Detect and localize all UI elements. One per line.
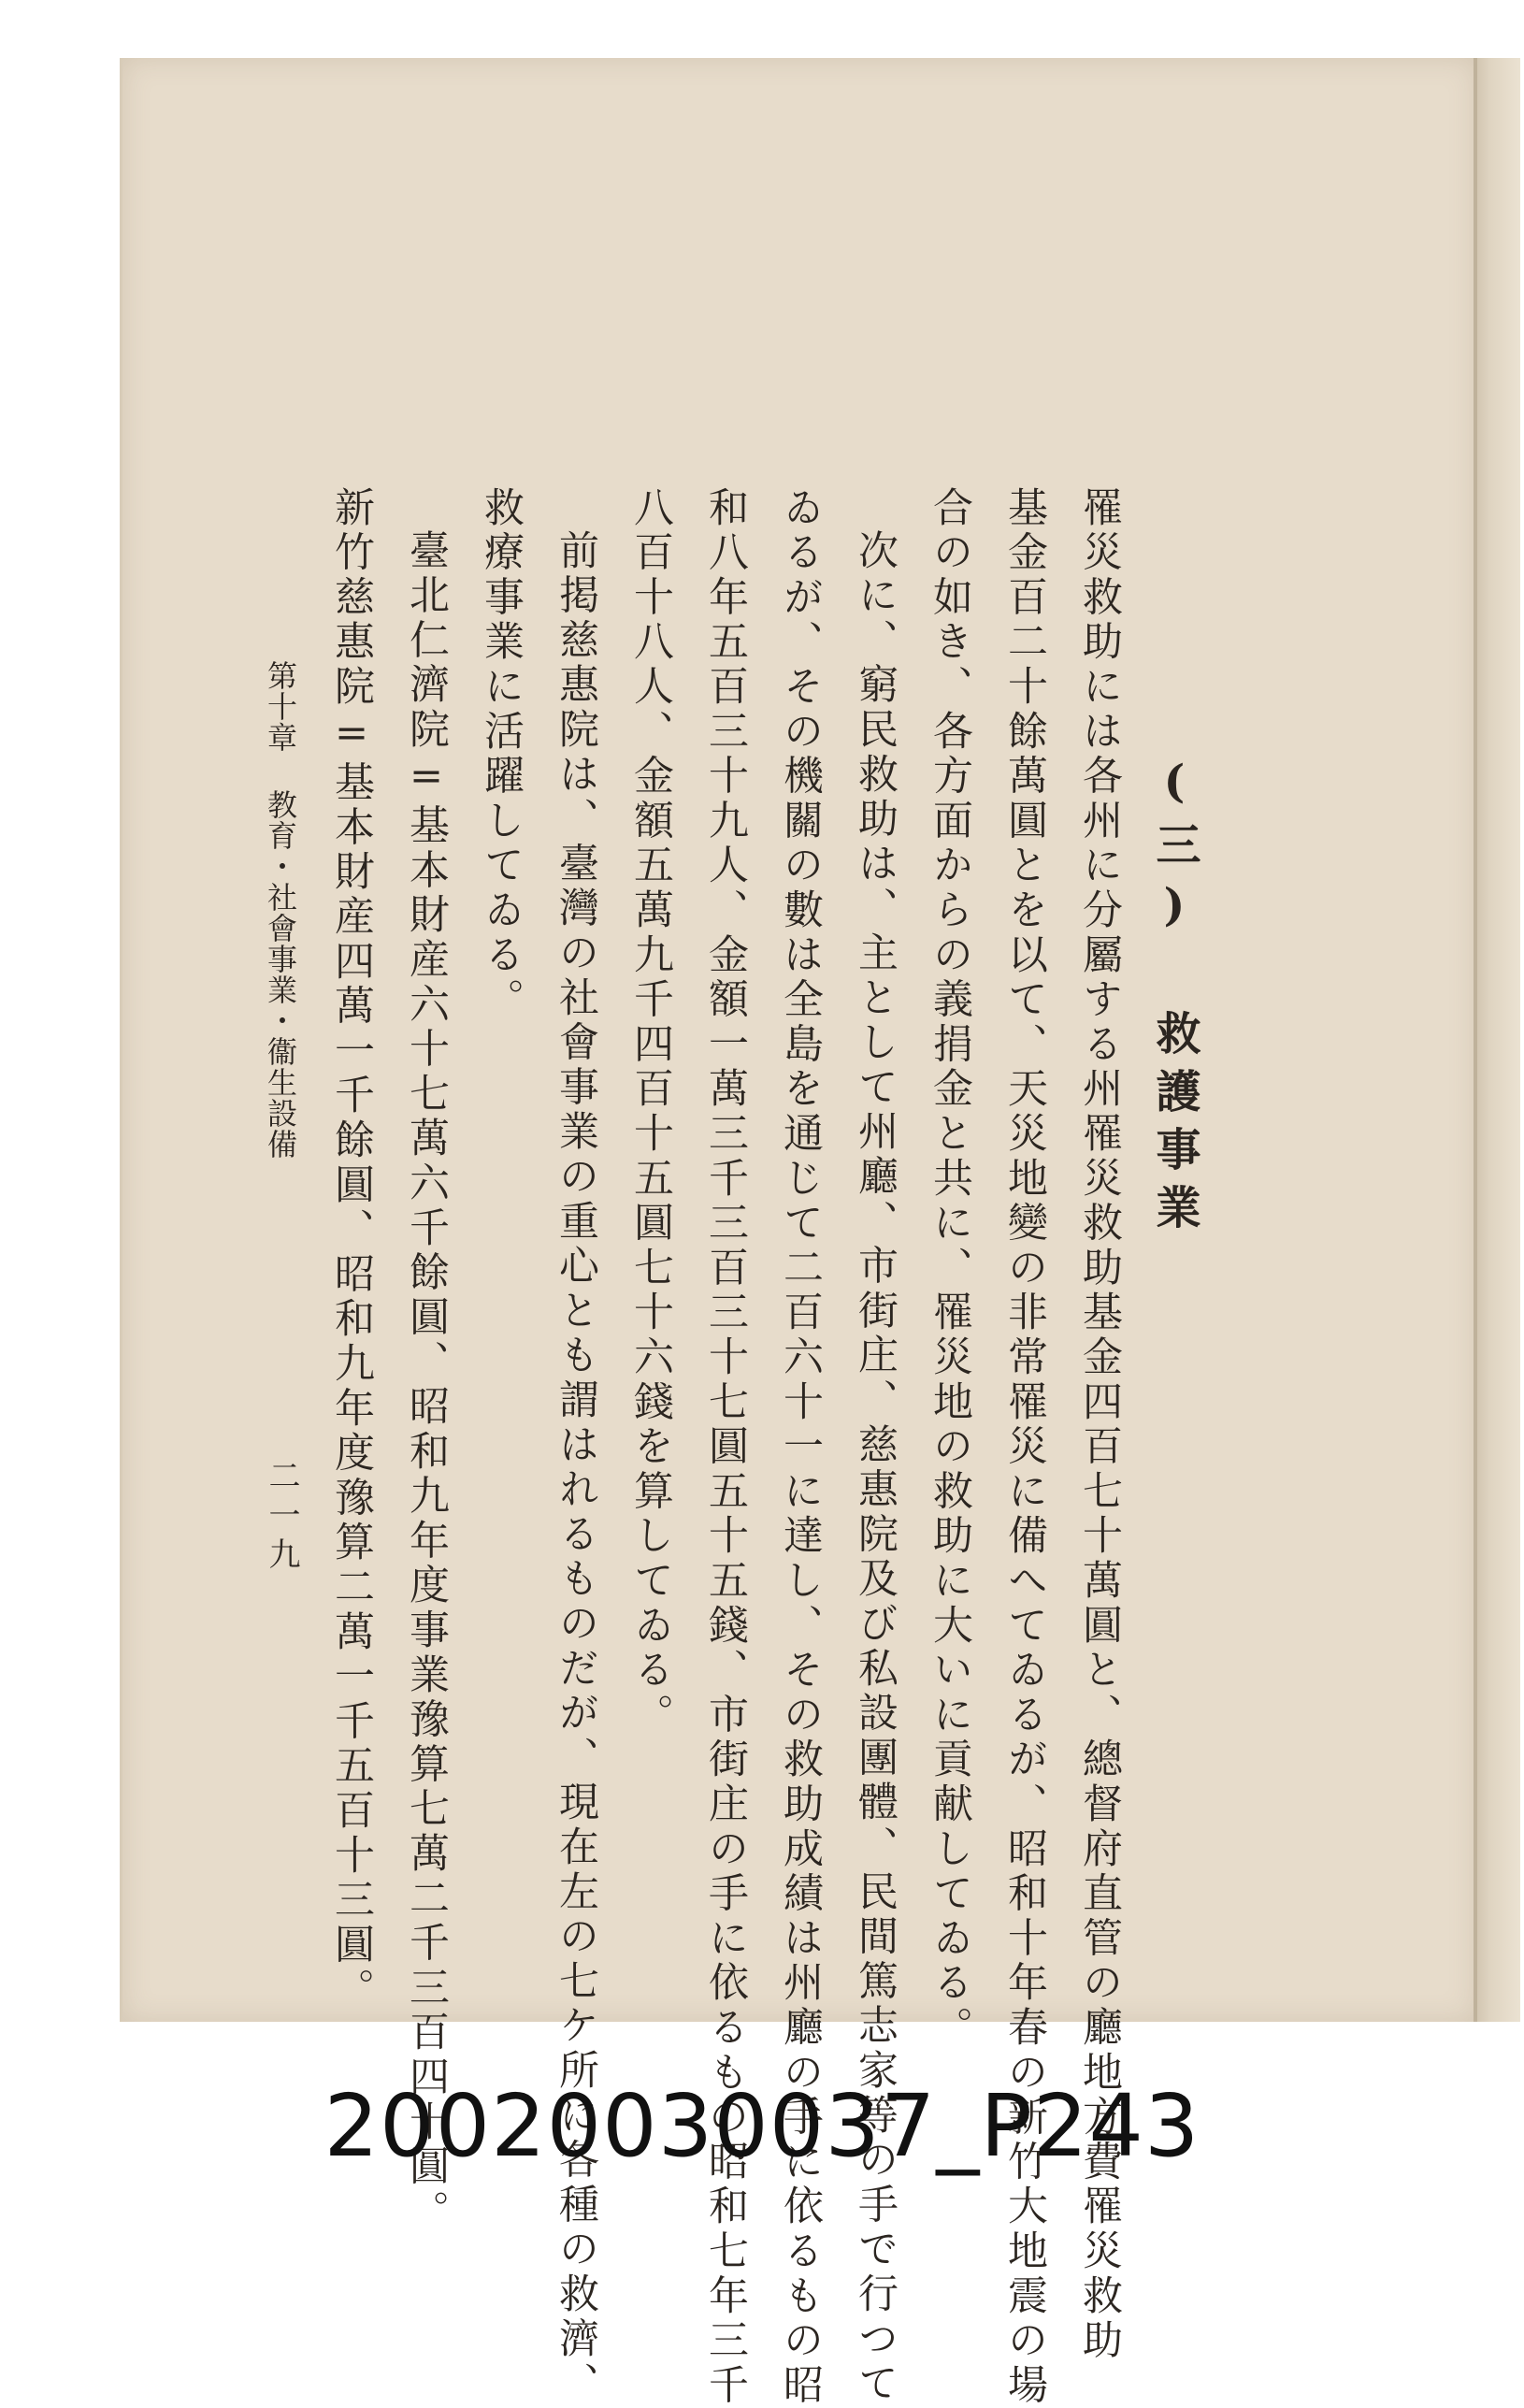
text-column: 合の如き、各方面からの義捐金と共に、罹災地の救助に大いに貢献してゐる。 xyxy=(927,486,973,2051)
text-column: 救療事業に活躍してゐる。 xyxy=(478,486,525,1023)
text-column: ゐるが、その機關の數は全島を通じて二百六十一に達し、その救助成績は州廳の手に依るもの昭 xyxy=(777,486,824,2408)
text-column: 前掲慈惠院は、臺灣の社會事業の重心とも謂はれるものだが、現在左の七ケ所に各種の救濟、 xyxy=(553,529,599,2407)
section-title: (三) 救護事業 xyxy=(1148,756,1201,1242)
facing-page-edge xyxy=(1474,58,1520,2022)
page-number: 二一九 xyxy=(263,1459,300,1577)
text-column: 次に、窮民救助は、主として州廳、市街庄、慈惠院及び私設團體、民間篤志家等の手で行つて xyxy=(852,529,899,2407)
page-fold xyxy=(1474,58,1477,2022)
text-column: 罹災救助には各州に分屬する州罹災救助基金四百七十萬圓と、總督府直管の廳地方費罹災救助 xyxy=(1076,486,1123,2364)
text-column: 八百十八人、金額五萬九千四百十五圓七十六錢を算してゐる。 xyxy=(627,486,674,1738)
text-column: 基金百二十餘萬圓とを以て、天災地變の非常罹災に備へてゐるが、昭和十年春の新竹大地震の場 xyxy=(1001,486,1048,2408)
text-column: 新竹慈惠院=基本財産四萬一千餘圓、昭和九年度豫算二萬一千五百十三圓。 xyxy=(328,486,375,2013)
archive-id-caption: 20020030037_P243 xyxy=(323,2076,1201,2176)
running-footer: 第十章 教育・社會事業・衞生設備 xyxy=(263,660,298,1160)
text-column: 臺北仁濟院=基本財産六十七萬六千餘圓、昭和九年度事業豫算七萬二千三百四十圓。 xyxy=(403,529,450,2235)
text-column: 和八年五百三十九人、金額一萬三千三百三十七圓五十五錢、市街庄の手に依るもの昭和七年三千 xyxy=(702,486,749,2408)
